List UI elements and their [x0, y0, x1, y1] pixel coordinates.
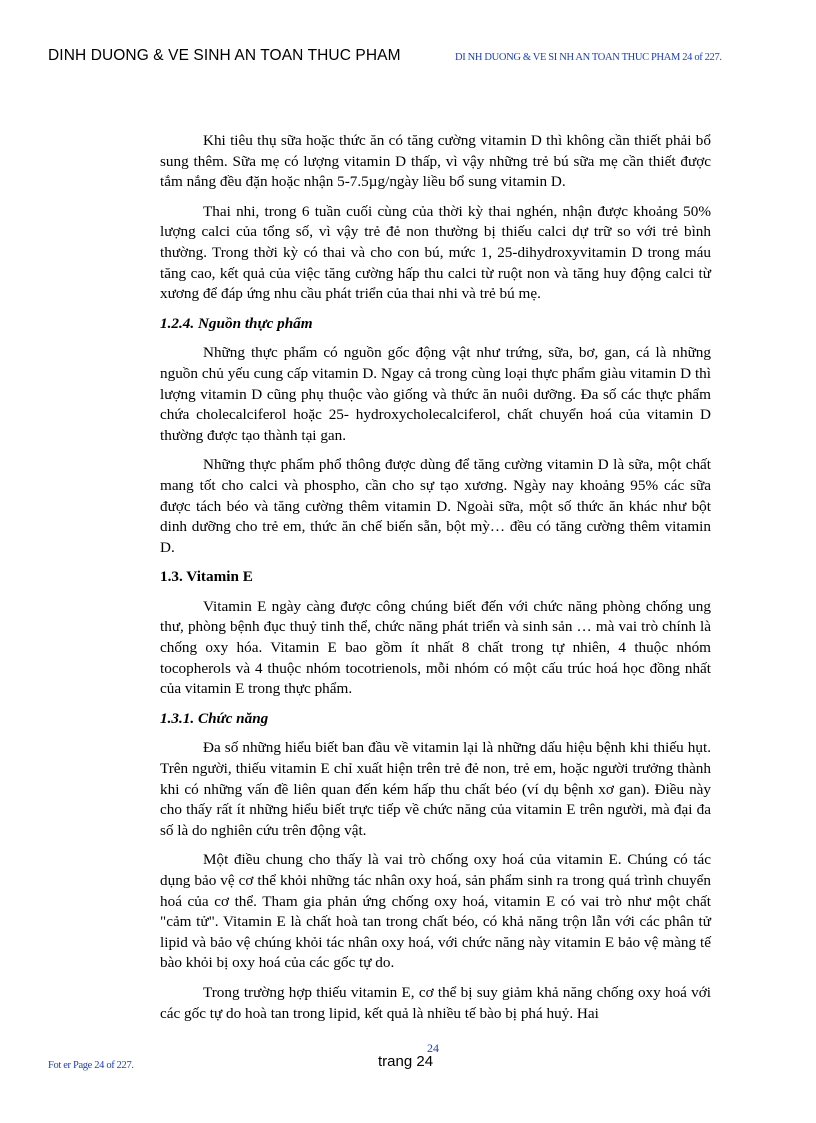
footer-page-label: Fot er Page 24 of 227.: [48, 1060, 134, 1071]
page-content: [160, 131, 711, 1033]
page-number-small: 24: [427, 1041, 439, 1055]
paragraph: Trong trường hợp thiếu vitamin E, cơ thể bị suy giảm khả năng chống oxy hoá với các gốc tự do hoà tan trong lipid, kết quả là nhiều tế bào bị phá huỷ. Hai: [160, 983, 711, 1022]
page-number-label: trang 24: [378, 1053, 434, 1070]
paragraph: Khi tiêu thụ sữa hoặc thức ăn có tăng cường vitamin D thì không cần thiết phải bổ sung thêm. Sữa mẹ có lượng vitamin D thấp, vì vậy những trẻ bú sữa mẹ cần thiết được tắm nắng đều đặn hoặc nhận 5-7.5µg/ngày liều bổ sung vitamin D.: [160, 132, 711, 191]
section-heading: 1.2.4. Nguồn thực phẩm: [160, 314, 313, 332]
section-heading: 1.3. Vitamin E: [160, 568, 253, 586]
paragraph: Vitamin E ngày càng được công chúng biết đến với chức năng phòng chống ung thư, phòng bệnh đục thuỷ tinh thể, chức năng phát triển và sinh sản … mà vai trò chính là chống oxy hóa. Vitamin E bao gồm ít nhất 8 chất trong tự nhiên, 4 thuộc nhóm tocopherols và 4 thuộc nhóm tocotrienols, mỗi nhóm có một cấu trúc hoá học đồng nhất của vitamin E trong thực phẩm.: [160, 597, 711, 698]
section-heading: 1.3.1. Chức năng: [160, 709, 269, 727]
running-header-label: DI NH DUONG & VE SI NH AN TOAN THUC PHAM 24 of 227.: [455, 52, 722, 63]
paragraph: Đa số những hiểu biết ban đầu về vitamin lại là những dấu hiệu bệnh khi thiếu hụt. Trên người, thiếu vitamin E chỉ xuất hiện trên trẻ đẻ non, trẻ em, hoặc người trưởng thành khi có những vấn đề liên quan đến kém hấp thu chất béo (ví dụ bệnh xơ gan). Điều này cho thấy rất ít những hiểu biết trực tiếp về chức năng của vitamin E trên người, mà đại đa số là do nghiên cứu trên động vật.: [160, 739, 711, 839]
document-title: DINH DUONG & VE SINH AN TOAN THUC PHAM: [48, 47, 401, 64]
paragraph: Một điều chung cho thấy là vai trò chống oxy hoá của vitamin E. Chúng có tác dụng bảo vệ cơ thể khỏi những tác nhân oxy hoá, sản phẩm sinh ra trong quá trình chuyển hoá của cơ thể. Tham gia phản ứng chống oxy hoá, vitamin E có vai trò như một chất "cảm tử". Vitamin E là chất hoà tan trong chất béo, có khả năng trộn lẫn với các phân tử lipid và bảo vệ chúng khỏi tác nhân oxy hoá, với chức năng này vitamin E bảo vệ màng tế bào khỏi bị oxy hoá của các gốc tự do.: [160, 851, 711, 972]
paragraph: Những thực phẩm phổ thông được dùng để tăng cường vitamin D là sữa, một chất mang tốt cho calci và phospho, cần cho sự tạo xương. Ngày nay khoảng 95% các sữa được tách béo và tăng cường thêm vitamin D. Ngoài sữa, một số thức ăn khác như bột dinh dưỡng cho trẻ em, thức ăn chế biến sẵn, bột mỳ… đều có tăng cường thêm vitamin D.: [160, 456, 711, 556]
paragraph: Những thực phẩm có nguồn gốc động vật như trứng, sữa, bơ, gan, cá là những nguồn chủ yếu cung cấp vitamin D. Ngay cả trong cùng loại thực phẩm giàu vitamin D thì lượng vitamin D cũng phụ thuộc vào giống và thức ăn nuôi dưỡng. Đa số các thực phẩm chứa cholecalciferol hoặc 25- hydroxycholecalciferol, chất chuyển hoá của vitamin D thường được tạo thành tại gan.: [160, 344, 711, 444]
paragraph: Thai nhi, trong 6 tuần cuối cùng của thời kỳ thai nghén, nhận được khoảng 50% lượng calci của tổng số, vì vậy trẻ đẻ non thường bị thiếu calci dự trữ so với trẻ bình thường. Trong thời kỳ có thai và cho con bú, mức 1, 25-dihydroxyvitamin D trong máu tăng cao, kết quả của việc tăng cường hấp thu calci từ ruột non và tăng huy động calci từ xương để đáp ứng nhu cầu phát triển của thai nhi và trẻ bú mẹ.: [160, 202, 711, 303]
